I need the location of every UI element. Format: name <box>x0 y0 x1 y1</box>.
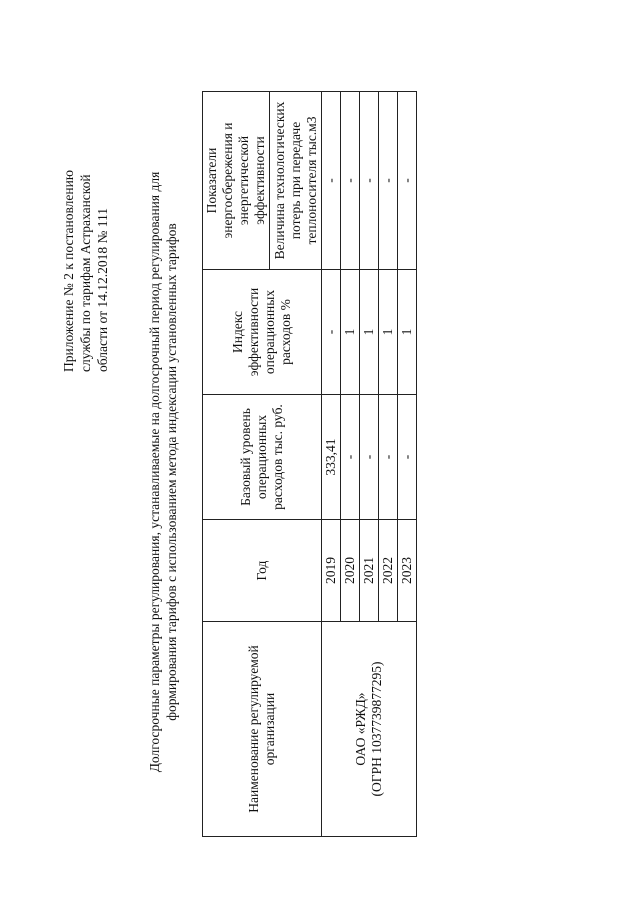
header-year: Год <box>203 520 322 622</box>
organization-ogrn: (ОГРН 1037739877295) <box>369 661 384 797</box>
document-heading <box>146 122 180 822</box>
cell-losses: - <box>360 92 379 270</box>
cell-base: - <box>398 395 417 520</box>
parameters-table <box>202 91 417 837</box>
cell-losses: - <box>322 92 341 270</box>
cell-base: - <box>360 395 379 520</box>
appendix-line-3: области от 14.12.2018 № 111 <box>95 208 110 372</box>
cell-losses: - <box>379 92 398 270</box>
header-efficiency-index: Индекс эффективности операционных расходов % <box>203 270 322 395</box>
cell-index: 1 <box>360 270 379 395</box>
heading-line-1: Долгосрочные параметры регулирования, устанавливаемые на долгосрочный период регулирования для <box>147 171 162 773</box>
appendix-note <box>60 72 111 372</box>
cell-base: - <box>379 395 398 520</box>
organization-cell <box>322 622 417 837</box>
cell-base: - <box>341 395 360 520</box>
header-organization: Наименование регулируемой организации <box>203 622 322 837</box>
appendix-line-2: службы по тарифам Астраханской <box>78 174 93 372</box>
cell-year: 2021 <box>360 520 379 622</box>
organization-name: ОАО «РЖД» <box>353 692 368 766</box>
cell-year: 2022 <box>379 520 398 622</box>
table-row <box>322 92 341 837</box>
cell-index: 1 <box>379 270 398 395</box>
heading-line-2: формирования тарифов с использованием метода индексации установленных тарифов <box>164 223 179 721</box>
cell-index: 1 <box>398 270 417 395</box>
cell-year: 2020 <box>341 520 360 622</box>
header-technological-losses: Величина технологических потерь при передаче теплоносителя тыс.м3 <box>270 92 322 270</box>
cell-base: 333,41 <box>322 395 341 520</box>
header-energy-group: Показатели энергосбережения и энергетической эффективности <box>203 92 270 270</box>
cell-year: 2023 <box>398 520 417 622</box>
cell-year: 2019 <box>322 520 341 622</box>
cell-losses: - <box>341 92 360 270</box>
header-base-level: Базовый уровень операционных расходов тыс. руб. <box>203 395 322 520</box>
appendix-line-1: Приложение № 2 к постановлению <box>61 170 76 372</box>
cell-index: 1 <box>341 270 360 395</box>
document-page <box>60 52 414 852</box>
cell-index: - <box>322 270 341 395</box>
cell-losses: - <box>398 92 417 270</box>
